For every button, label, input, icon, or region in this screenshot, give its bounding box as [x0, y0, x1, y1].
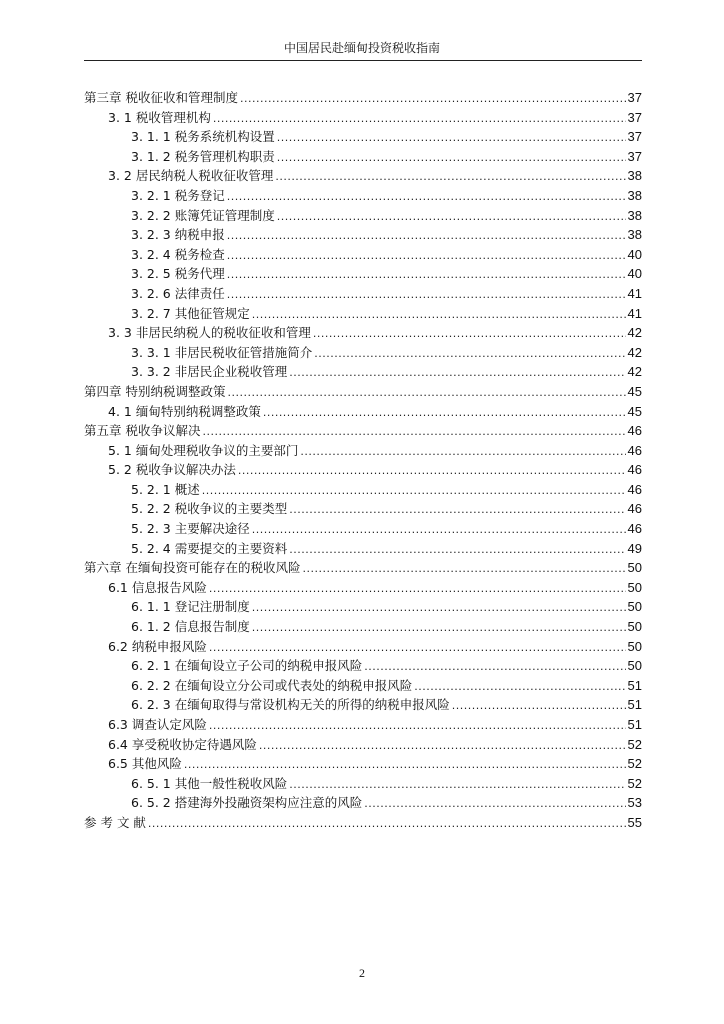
toc-entry-page: 46 [627, 481, 642, 497]
toc-entry-title: 3. 3. 1 非居民税收征管措施简介 [131, 344, 313, 360]
toc-entry-title: 5. 2. 4 需要提交的主要资料 [131, 540, 288, 556]
toc-entry[interactable] [84, 225, 642, 245]
toc-dot-leader [289, 775, 625, 795]
toc-entry[interactable] [84, 304, 642, 324]
toc-dot-leader [289, 500, 625, 520]
toc-entry[interactable] [84, 245, 642, 265]
toc-entry-title: 6.2 纳税申报风险 [108, 638, 207, 654]
toc-entry[interactable] [84, 88, 642, 108]
toc-entry-title: 3. 2. 7 其他征管规定 [131, 305, 250, 321]
toc-entry-title: 6. 2. 1 在缅甸设立子公司的纳税申报风险 [131, 658, 363, 674]
toc-entry[interactable] [84, 695, 642, 715]
toc-entry-page: 38 [627, 187, 642, 203]
toc-entry-page: 51 [627, 697, 642, 713]
toc-dot-leader [252, 305, 626, 325]
toc-entry[interactable] [84, 813, 642, 833]
toc-entry[interactable] [84, 656, 642, 676]
toc-entry-page: 41 [627, 305, 642, 321]
toc-entry-page: 38 [627, 168, 642, 184]
toc-entry-title: 3. 1 税收管理机构 [108, 109, 211, 125]
toc-entry[interactable] [84, 284, 642, 304]
toc-dot-leader [240, 89, 626, 109]
toc-entry-title: 6. 2. 3 在缅甸取得与常设机构无关的所得的纳税申报风险 [131, 697, 450, 713]
toc-entry-title: 3. 3. 2 非居民企业税收管理 [131, 364, 288, 380]
toc-entry[interactable] [84, 441, 642, 461]
toc-entry-page: 38 [627, 227, 642, 243]
toc-entry-title: 6.4 享受税收协定待遇风险 [108, 736, 257, 752]
toc-entry[interactable] [84, 343, 642, 363]
toc-entry-page: 37 [627, 109, 642, 125]
toc-entry-title: 5. 2. 1 概述 [131, 481, 200, 497]
toc-entry-page: 37 [627, 129, 642, 145]
toc-entry-page: 50 [627, 579, 642, 595]
toc-dot-leader [148, 814, 626, 834]
table-of-contents [84, 88, 642, 833]
toc-dot-leader [209, 638, 626, 658]
toc-entry-title: 6. 5. 1 其他一般性税收风险 [131, 775, 288, 791]
toc-dot-leader [452, 696, 626, 716]
toc-dot-leader [302, 559, 625, 579]
toc-dot-leader [202, 422, 625, 442]
toc-dot-leader [277, 148, 626, 168]
toc-dot-leader [259, 736, 626, 756]
toc-entry-page: 52 [627, 775, 642, 791]
toc-entry-title: 第四章 特别纳税调整政策 [84, 383, 226, 399]
toc-dot-leader [277, 207, 626, 227]
toc-entry-title: 6. 5. 2 搭建海外投融资架构应注意的风险 [131, 795, 363, 811]
toc-dot-leader [289, 363, 625, 383]
toc-entry-title: 3. 2. 4 税务检查 [131, 246, 225, 262]
toc-entry-title: 3. 2. 1 税务登记 [131, 187, 225, 203]
toc-entry[interactable] [84, 166, 642, 186]
running-header: 中国居民赴缅甸投资税收指南 [283, 41, 440, 55]
toc-entry[interactable] [84, 323, 642, 343]
toc-entry-title: 第六章 在缅甸投资可能存在的税收风险 [84, 560, 301, 576]
toc-entry-page: 46 [627, 521, 642, 537]
toc-entry-title: 3. 1. 2 税务管理机构职责 [131, 148, 275, 164]
toc-entry[interactable] [84, 402, 642, 422]
toc-entry-title: 第五章 税收争议解决 [84, 423, 201, 439]
toc-entry[interactable] [84, 793, 642, 813]
toc-dot-leader [252, 618, 626, 638]
toc-entry-page: 46 [627, 442, 642, 458]
toc-entry-page: 42 [627, 325, 642, 341]
toc-entry-page: 41 [627, 285, 642, 301]
toc-dot-leader [227, 265, 626, 285]
toc-entry-title: 3. 2 居民纳税人税收征收管理 [108, 168, 274, 184]
toc-dot-leader [209, 716, 626, 736]
toc-entry-title: 5. 2. 2 税收争议的主要类型 [131, 501, 288, 517]
toc-dot-leader [364, 657, 625, 677]
toc-dot-leader [209, 579, 626, 599]
toc-entry-page: 52 [627, 736, 642, 752]
toc-dot-leader [227, 246, 626, 266]
toc-entry-title: 第三章 税收征收和管理制度 [84, 90, 238, 105]
toc-entry-title: 6.5 其他风险 [108, 756, 182, 772]
toc-dot-leader [263, 403, 626, 423]
toc-entry[interactable] [84, 774, 642, 794]
toc-dot-leader [238, 461, 626, 481]
toc-entry[interactable] [84, 539, 642, 559]
toc-entry-page: 51 [627, 677, 642, 693]
toc-entry-title: 3. 2. 6 法律责任 [131, 285, 225, 301]
toc-dot-leader [289, 540, 625, 560]
toc-entry-title: 3. 3 非居民纳税人的税收征收和管理 [108, 325, 311, 341]
toc-entry[interactable] [84, 127, 642, 147]
toc-dot-leader [227, 226, 626, 246]
toc-entry-page: 46 [627, 501, 642, 517]
toc-entry-page: 46 [627, 423, 642, 439]
toc-dot-leader [202, 481, 626, 501]
toc-dot-leader [275, 167, 625, 187]
toc-entry-title: 5. 2 税收争议解决办法 [108, 462, 236, 478]
header-divider [84, 60, 642, 61]
toc-entry-page: 50 [627, 619, 642, 635]
toc-entry-title: 6.3 调查认定风险 [108, 717, 207, 732]
toc-entry-page: 45 [627, 403, 642, 419]
toc-entry[interactable] [84, 715, 642, 735]
toc-dot-leader [252, 598, 626, 618]
toc-entry-page: 46 [627, 462, 642, 478]
toc-entry-page: 52 [627, 756, 642, 772]
toc-entry-title: 5. 2. 3 主要解决途径 [131, 521, 250, 537]
toc-entry[interactable] [84, 558, 642, 578]
toc-entry-page: 50 [627, 599, 642, 615]
toc-entry-title: 6. 2. 2 在缅甸设立分公司或代表处的纳税申报风险 [131, 677, 413, 693]
toc-entry[interactable] [84, 637, 642, 657]
toc-entry[interactable] [84, 362, 642, 382]
toc-dot-leader [277, 128, 626, 148]
toc-dot-leader [227, 383, 625, 403]
toc-entry[interactable] [84, 206, 642, 226]
toc-entry[interactable] [84, 617, 642, 637]
toc-entry[interactable] [84, 147, 642, 167]
toc-entry-page: 37 [627, 148, 642, 164]
toc-entry[interactable] [84, 519, 642, 539]
toc-entry-title: 6. 1. 1 登记注册制度 [131, 599, 250, 615]
toc-entry-title: 5. 1 缅甸处理税收争议的主要部门 [108, 442, 299, 458]
toc-dot-leader [314, 344, 625, 364]
toc-entry-title: 3. 2. 5 税务代理 [131, 266, 225, 282]
toc-entry-page: 38 [627, 207, 642, 223]
toc-dot-leader [313, 324, 626, 344]
toc-entry[interactable] [84, 421, 642, 441]
toc-entry-title: 3. 2. 3 纳税申报 [131, 227, 225, 243]
toc-entry[interactable] [84, 578, 642, 598]
toc-entry-page: 40 [627, 266, 642, 282]
toc-entry[interactable] [84, 108, 642, 128]
toc-entry-page: 50 [627, 658, 642, 674]
toc-entry-page: 50 [627, 638, 642, 654]
toc-dot-leader [300, 442, 625, 462]
toc-entry[interactable] [84, 480, 642, 500]
toc-entry[interactable] [84, 499, 642, 519]
toc-entry-page: 55 [627, 814, 642, 830]
toc-entry[interactable] [84, 264, 642, 284]
toc-entry-page: 49 [627, 540, 642, 556]
toc-entry-page: 42 [627, 364, 642, 380]
toc-entry[interactable] [84, 186, 642, 206]
toc-entry-title: 6. 1. 2 信息报告制度 [131, 619, 250, 635]
toc-dot-leader [184, 755, 626, 775]
toc-entry-title: 参 考 文 献 [84, 814, 146, 830]
toc-dot-leader [227, 285, 626, 305]
toc-entry-page: 45 [627, 383, 642, 399]
toc-entry[interactable] [84, 460, 642, 480]
toc-entry-title: 4. 1 缅甸特别纳税调整政策 [108, 403, 261, 419]
toc-entry-page: 53 [627, 795, 642, 811]
toc-entry[interactable] [84, 382, 642, 402]
toc-dot-leader [252, 520, 626, 540]
toc-dot-leader [227, 187, 626, 207]
toc-entry-title: 3. 2. 2 账簿凭证管理制度 [131, 207, 275, 223]
toc-entry-title: 3. 1. 1 税务系统机构设置 [131, 129, 275, 145]
toc-entry-title: 6.1 信息报告风险 [108, 579, 207, 595]
toc-dot-leader [364, 794, 625, 814]
toc-entry-page: 42 [627, 344, 642, 360]
toc-entry-page: 50 [627, 560, 642, 576]
page-number: 2 [359, 966, 365, 980]
toc-entry-page: 37 [627, 90, 642, 105]
toc-entry[interactable] [84, 735, 642, 755]
toc-dot-leader [213, 109, 626, 129]
toc-dot-leader [414, 677, 625, 697]
toc-entry[interactable] [84, 597, 642, 617]
toc-entry[interactable] [84, 676, 642, 696]
toc-entry-page: 40 [627, 246, 642, 262]
toc-entry-page: 51 [627, 717, 642, 732]
toc-entry[interactable] [84, 754, 642, 774]
